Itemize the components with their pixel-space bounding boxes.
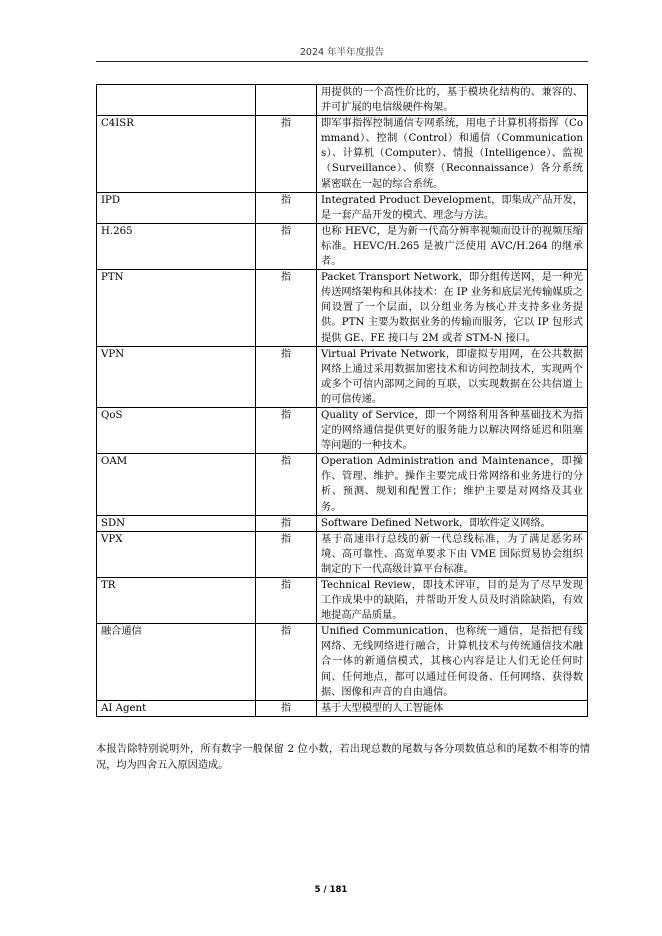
- table-row: [97, 270, 588, 346]
- term-cell: AI Agent: [97, 700, 256, 716]
- term-cell: OAM: [97, 454, 256, 515]
- marker-cell: 指: [256, 578, 317, 624]
- definition-cell: Integrated Product Development，即集成产品开发，是一套产品开发的模式、理念与方法。: [317, 192, 588, 223]
- rounding-note: 本报告除特别说明外，所有数字一般保留 2 位小数，若出现总数的尾数与各分项数值总和的尾数不相等的情况，均为四舍五入原因造成。: [96, 744, 590, 771]
- term-cell: H.265: [97, 223, 256, 269]
- marker-cell: 指: [256, 116, 317, 192]
- marker-cell: 指: [256, 700, 317, 716]
- header-rule: [96, 61, 588, 62]
- definition-cell: 基于高速串行总线的新一代总线标准，为了满足恶劣环境、高可靠性、高宽单要求下由 VME 国际贸易协会组织制定的下一代高级计算平台标准。: [317, 531, 588, 577]
- marker-cell: 指: [256, 270, 317, 346]
- marker-cell: 指: [256, 407, 317, 453]
- table-row: [97, 192, 588, 223]
- term-cell: SDN: [97, 515, 256, 531]
- table-row: [97, 85, 588, 116]
- definition-cell: Virtual Private Network，即虚拟专用网，在公共数据网络上通过采用数据加密技术和访问控制技术，实现两个或多个可信内部网之间的互联，以实现数据在公共信道上的可信传递。: [317, 346, 588, 407]
- marker-cell: 指: [256, 515, 317, 531]
- term-cell: VPX: [97, 531, 256, 577]
- table-row: [97, 624, 588, 700]
- marker-cell: 指: [256, 346, 317, 407]
- definition-cell: 即军事指挥控制通信专网系统，用电子计算机将指挥（Command）、控制（Control）和通信（Communications）、计算机（Computer）、情报（Intelligence）、监视（Surveillance）、侦察（Reconnaissance）各分系统紧密联在一起的综合系统。: [317, 116, 588, 192]
- term-cell: QoS: [97, 407, 256, 453]
- table-row: [97, 454, 588, 515]
- term-cell: PTN: [97, 270, 256, 346]
- marker-cell: [256, 85, 317, 116]
- definition-cell: Software Defined Network，即软件定义网络。: [317, 515, 588, 531]
- table-row: [97, 223, 588, 269]
- table-row: [97, 700, 588, 716]
- definitions-table: [96, 84, 588, 717]
- marker-cell: 指: [256, 624, 317, 700]
- term-cell: C4ISR: [97, 116, 256, 192]
- table-row: [97, 578, 588, 624]
- definitions-table-body: [97, 85, 588, 717]
- definition-cell: Unified Communication，也称统一通信，是指把有线网络、无线网络进行融合，计算机技术与传统通信技术融合一体的新通信模式，其核心内容是让人们无论任何时间、任何地点，都可以通过任何设备、任何网络、获得数据、图像和声音的自由通信。: [317, 624, 588, 700]
- marker-cell: 指: [256, 531, 317, 577]
- table-row: [97, 346, 588, 407]
- definition-cell: Quality of Service，即一个网络利用各种基础技术为指定的网络通信提供更好的服务能力以解决网络延迟和阻塞等问题的一种技术。: [317, 407, 588, 453]
- page-number: 5 / 181: [314, 885, 348, 895]
- definition-cell: Operation Administration and Maintenance，即操作、管理、维护。操作主要完成日常网络和业务进行的分析、预测、规划和配置工作；维护主要是对网络及其业务。: [317, 454, 588, 515]
- term-cell: IPD: [97, 192, 256, 223]
- definition-cell: 用提供的一个高性价比的，基于模块化结构的、兼容的、并可扩展的电信级硬件构架。: [317, 85, 588, 116]
- page-header-title: 2024 年半年度报告: [299, 47, 385, 58]
- term-cell: 融合通信: [97, 624, 256, 700]
- marker-cell: 指: [256, 223, 317, 269]
- definition-cell: Technical Review，即技术评审，目的是为了尽早发现工作成果中的缺陷，并帮助开发人员及时消除缺陷，有效地提高产品质量。: [317, 578, 588, 624]
- term-cell: VPN: [97, 346, 256, 407]
- term-cell: [97, 85, 256, 116]
- table-row: [97, 407, 588, 453]
- definition-cell: 基于大型模型的人工智能体: [317, 700, 588, 716]
- definition-cell: 也称 HEVC，是为新一代高分辨率视频而设计的视频压缩标准。HEVC/H.265 是被广泛使用 AVC/H.264 的继承者。: [317, 223, 588, 269]
- marker-cell: 指: [256, 192, 317, 223]
- definition-cell: Packet Transport Network，即分组传送网，是一种光传送网络架构和具体技术：在 IP 业务和底层光传输媒质之间设置了一个层面，以分组业务为核心并支持多业务提供。PTN 主要为数据业务的传输而服务，它以 IP 包形式提供 GE、FE 接口与 2M 或者 STM-N 接口。: [317, 270, 588, 346]
- term-cell: TR: [97, 578, 256, 624]
- marker-cell: 指: [256, 454, 317, 515]
- table-row: [97, 116, 588, 192]
- table-row: [97, 531, 588, 577]
- table-row: [97, 515, 588, 531]
